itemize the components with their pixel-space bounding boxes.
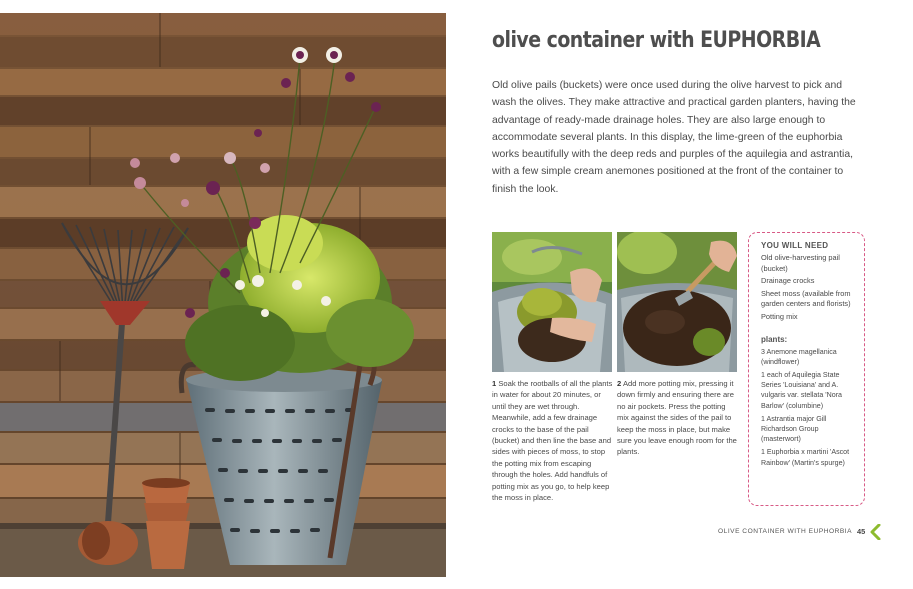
running-footer-title: OLIVE CONTAINER WITH EUPHORBIA [718,528,852,535]
step-2-photo [617,232,737,372]
you-will-need-heading: YOU WILL NEED [761,241,829,250]
plants-heading: plants: [761,334,788,344]
chevron-left-icon [869,524,881,540]
main-photo [0,13,446,577]
need-item: Drainage crocks [761,276,815,286]
you-will-need-box [748,232,865,506]
potting-mix-photo [617,232,737,372]
step-1-photo [492,232,612,372]
olive-pail-arrangement-photo [0,13,446,577]
page-title: olive container with EUPHORBIA [492,28,821,53]
step-2-number: 2 [617,379,622,388]
step-2-text [617,378,739,458]
intro-paragraph: Old olive pails (buckets) were once used during the olive harvest to pick and wash the olives. They make attractive and practical garden planters, having the advantage of ready-made drainage holes. They are also large enough to accommodate several plants. In this display, the lime-green of the euphorbia works beautifully with the deep reds and purples of the aquilegia and astrantia, with a few simple cream anemones positioned at the front of the container to finish the look. [492,80,856,195]
need-item: Potting mix [761,311,798,321]
plant-item: 1 Euphorbia x martini 'Ascot Rainbow' (Martin's spurge) [761,448,850,467]
plant-item: 3 Anemone magellanica (windflower) [761,347,837,366]
need-item: Sheet moss (available from garden centers and florists) [761,288,851,309]
plant-item: 1 Astrantia major Gill Richardson Group (masterwort) [761,414,827,444]
step-2-instructions: Add more potting mix, pressing it down firmly and ensuring there are no air pockets. Press the potting mix against the sides of the pail to keep the moss in place, but make sure you leave enough room for the plants. [617,379,737,457]
step-1-instructions: Soak the rootballs of all the plants in water for about 20 minutes, or until they are wet through. Meanwhile, add a few drainage crocks to the base of the pail (bucket) and then line the base and sides with pieces of moss, to stop the potting mix from escaping through the holes. Add handfuls of potting mix as you go, to help keep the moss in place. [492,379,613,503]
step-1-number: 1 [492,379,497,388]
moss-lining-photo [492,232,612,372]
step-1-text [492,378,614,503]
plant-item: 1 each of Aquilegia State Series 'Louisiana' and A. vulgaris var. stellata 'Nora Barlow' (columbine) [761,370,842,410]
page-number: 45 [857,527,866,536]
need-item: Old olive-harvesting pail (bucket) [761,253,840,273]
